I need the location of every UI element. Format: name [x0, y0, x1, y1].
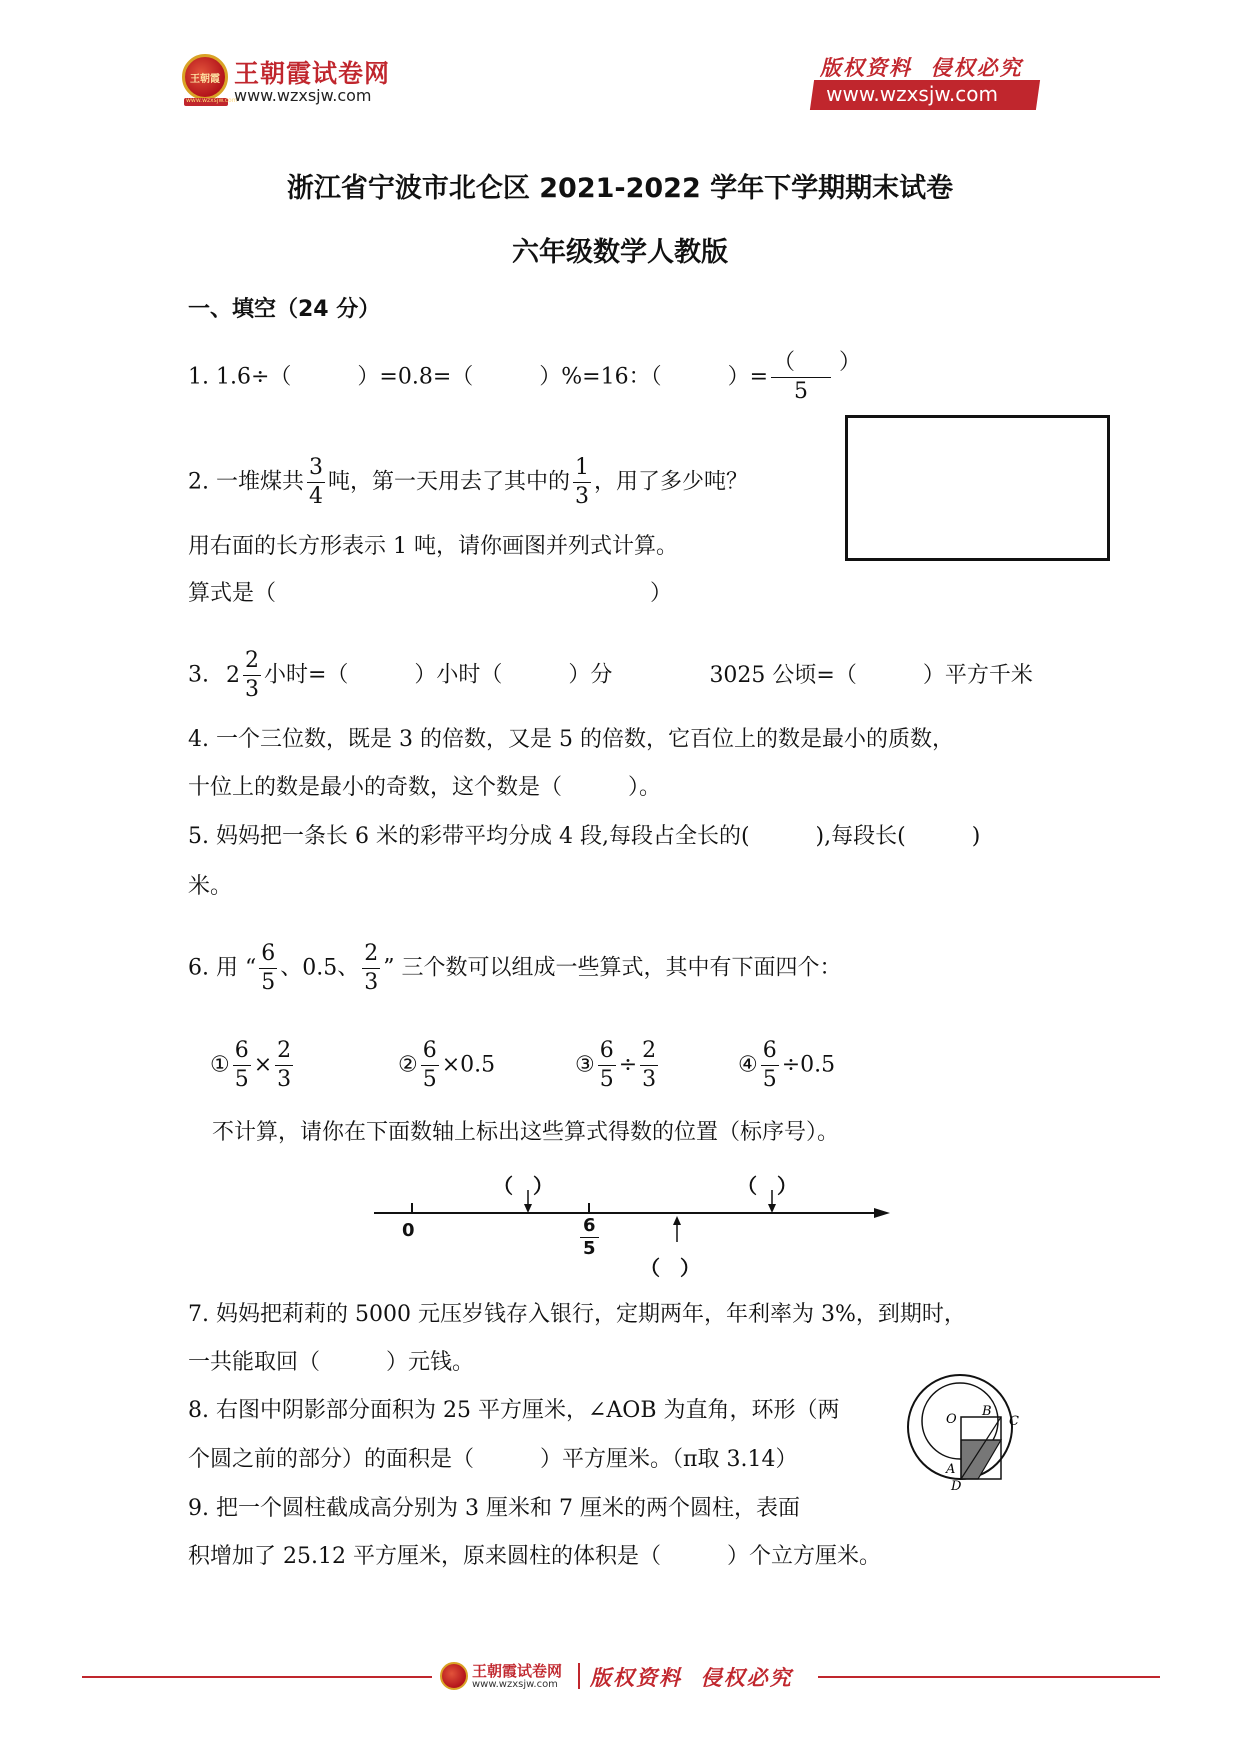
logo-seal-icon	[182, 54, 228, 100]
nl-blank-3[interactable]: （ ）	[640, 1256, 700, 1280]
footer-rule-left	[82, 1676, 432, 1678]
question-6: 6. 用 “ $\frac{6}{5}$ 、0.5、 $\frac{2}{3}$ ” 三个数可以组成一些算式，其中有下面四个：	[188, 941, 842, 995]
logo-url[interactable]: www.wzxsjw.com	[234, 86, 372, 105]
question-2-line3: 算式是（ ）	[188, 581, 673, 606]
nl-blank-1[interactable]: （ ）	[493, 1174, 553, 1198]
expression-4: ④ $\frac{6}{5}$ ÷0.5	[738, 1038, 836, 1092]
question-2: 2. 一堆煤共 $\frac{3}{4}$ 吨，第一天用去了其中的 $\frac{1}{3}$ ，用了多少吨？	[188, 455, 749, 509]
question-5-line1: 5. 妈妈把一条长 6 米的彩带平均分成 4 段,每段占全长的( ),每段长( )	[188, 824, 981, 849]
nl-blank-2[interactable]: （ ）	[737, 1174, 797, 1198]
expression-3: ③ $\frac{6}{5}$ ÷ $\frac{2}{3}$	[575, 1038, 657, 1092]
q1-fraction: $\frac{( )}{5}$	[773, 350, 862, 404]
question-7-line1: 7. 妈妈把莉莉的 5000 元压岁钱存入银行，定期两年，年利率为 3%，到期时，	[188, 1302, 966, 1327]
label-c: C	[1009, 1414, 1019, 1429]
nl-label-six-fifths: 6 5	[580, 1217, 599, 1258]
header-url-box[interactable]	[810, 80, 1040, 110]
arrow-down-2-head	[768, 1204, 776, 1213]
header-url: www.wzxsjw.com	[826, 82, 998, 106]
nl-label-zero: 0	[402, 1220, 415, 1241]
question-7-line2: 一共能取回（ ）元钱。	[188, 1350, 475, 1375]
page-subtitle: 六年级数学人教版	[512, 237, 728, 268]
arrow-up-head	[673, 1216, 681, 1225]
arrow-down-1-head	[524, 1204, 532, 1213]
question-2-line2: 用右面的长方形表示 1 吨，请你画图并列式计算。	[188, 534, 678, 559]
footer-logo-name: 王朝霞试卷网	[472, 1662, 563, 1680]
expression-1: ① $\frac{6}{5}$ × $\frac{2}{3}$	[210, 1038, 292, 1092]
ring-figure	[900, 1365, 1050, 1495]
expression-2: ② $\frac{6}{5}$ ×0.5	[398, 1038, 496, 1092]
question-3: 3. 2 $\frac{2}{3}$ 小时=（ ）小时（ ）分 3025 公顷=（ ）平方千米	[188, 648, 1033, 702]
outer-circle	[908, 1375, 1012, 1479]
footer-copyright: 版权资料 侵权必究	[590, 1665, 793, 1690]
question-4-line1: 4. 一个三位数，既是 3 的倍数，又是 5 的倍数，它百位上的数是最小的质数，	[188, 727, 954, 752]
axis-arrow	[874, 1208, 890, 1218]
number-line	[370, 1166, 900, 1286]
label-b: B	[982, 1404, 992, 1419]
footer-logo-icon	[440, 1662, 468, 1690]
header-copyright: 版权资料 侵权必究	[820, 55, 1023, 80]
header-logo	[182, 50, 412, 120]
question-5-line2: 米。	[188, 874, 233, 899]
question-9-line1: 9. 把一个圆柱截成高分别为 3 厘米和 7 厘米的两个圆柱，表面	[188, 1496, 800, 1521]
question-6-instruction: 不计算，请你在下面数轴上标出这些算式得数的位置（标序号）。	[212, 1120, 840, 1145]
question-8-line2: 个圆之前的部分）的面积是（ ）平方厘米。（π取 3.14）	[188, 1447, 798, 1472]
question-4-line2: 十位上的数是最小的奇数，这个数是（ ）。	[188, 775, 662, 800]
label-a: A	[946, 1462, 956, 1477]
footer-logo-url[interactable]: www.wzxsjw.com	[472, 1679, 558, 1690]
label-o: O	[946, 1412, 957, 1427]
page-title: 浙江省宁波市北仑区 2021-2022 学年下学期期末试卷	[286, 173, 954, 204]
question-9-line2: 积增加了 25.12 平方厘米，原来圆柱的体积是（ ）个立方厘米。	[188, 1544, 881, 1569]
footer-rule-right	[818, 1676, 1160, 1678]
answer-rectangle[interactable]	[845, 415, 1110, 561]
section-heading: 一、填空（24 分）	[188, 297, 381, 322]
question-8-line1: 8. 右图中阴影部分面积为 25 平方厘米，∠AOB 为直角，环形（两	[188, 1398, 840, 1423]
logo-ribbon: www.wzxsjw.com	[186, 97, 238, 104]
logo-seal-text: 王朝霞	[190, 74, 220, 85]
label-d: D	[951, 1479, 962, 1494]
shaded-region	[961, 1440, 1001, 1479]
footer-divider	[578, 1663, 580, 1689]
logo-name: 王朝霞试卷网	[234, 59, 391, 88]
question-1: 1. 1.6÷（ ）=0.8=（ ）%=16：（ ）= $\frac{( )}{5}$	[188, 350, 862, 404]
